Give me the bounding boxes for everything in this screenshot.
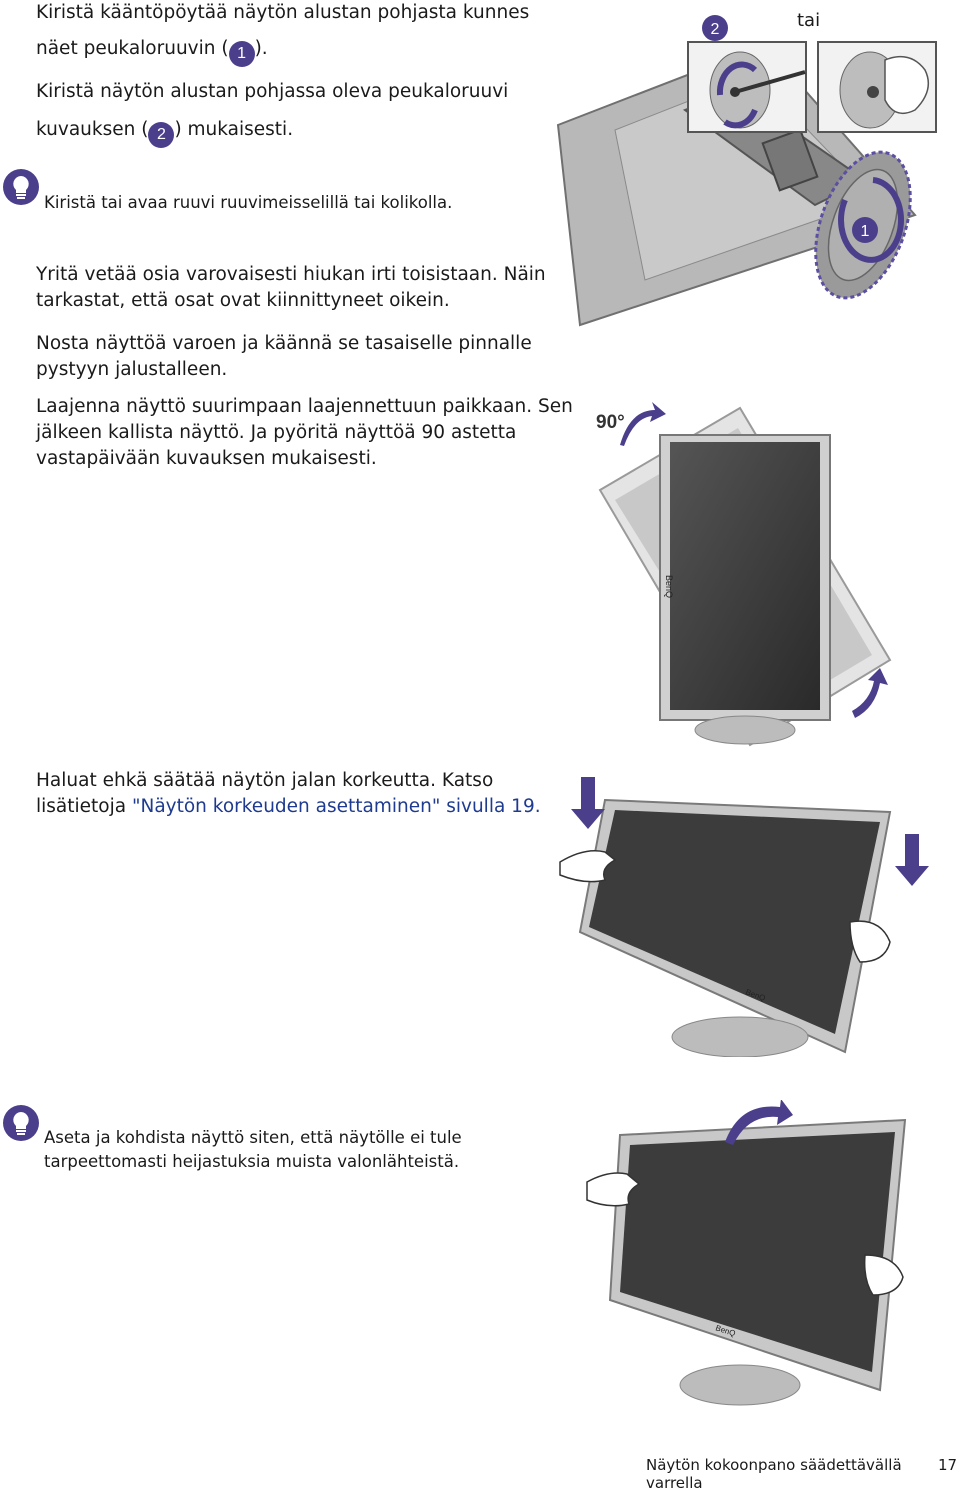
brand-logo-3: BenQ xyxy=(744,987,767,1003)
callout-1-badge: 1 xyxy=(229,41,255,67)
step1-line4-text: kuvauksen ( xyxy=(36,119,149,140)
step4-line1: Laajenna näyttö suurimpaan laajennettuun paikkaan. Sen xyxy=(36,396,573,417)
step3-line1: Nosta näyttöä varoen ja käännä se tasaiselle pinnalle xyxy=(36,333,532,354)
hand-right-4 xyxy=(865,1255,903,1295)
step5-line1: Haluat ehkä säätää näytön jalan korkeutta. Katso xyxy=(36,770,494,791)
callout-2-badge: 2 xyxy=(148,122,174,148)
height-adjust-illustration xyxy=(555,772,940,1057)
step4-line2: jälkeen kallista näyttö. Ja pyöritä näyttöä 90 astetta xyxy=(36,422,517,443)
tip2-line1: Aseta ja kohdista näyttö siten, että näytölle ei tule xyxy=(44,1128,462,1147)
stand-screw-illustration xyxy=(555,0,950,330)
footer-title: Näytön kokoonpano säädettävällä varrella xyxy=(646,1456,902,1492)
callout-2-text: 2 xyxy=(710,21,720,38)
callout-1-text: 1 xyxy=(860,223,870,240)
step4-line3: vastapäivään kuvauksen mukaisesti. xyxy=(36,448,377,469)
step1-line2-end: ). xyxy=(254,38,268,59)
down-arrow-icon-2 xyxy=(895,834,929,886)
step3-line2: pystyyn jalustalleen. xyxy=(36,359,228,380)
step1-line1: Kiristä kääntöpöytää näytön alustan pohjasta kunnes xyxy=(36,2,530,23)
step1-line3: Kiristä näytön alustan pohjassa oleva peukaloruuvi xyxy=(36,81,509,102)
step1-line2-text: näet peukaloruuvin ( xyxy=(36,38,229,59)
down-arrow-icon xyxy=(571,777,605,829)
step2-line2: tarkastat, että osat ovat kiinnittyneet oikein. xyxy=(36,290,450,311)
step2-line1: Yritä vetää osia varovaisesti hiukan irti toisistaan. Näin xyxy=(36,264,546,285)
height-adjust-link[interactable]: "Näytön korkeuden asettaminen" sivulla 19. xyxy=(131,796,541,817)
tilt-monitor-illustration xyxy=(585,1100,925,1410)
lightbulb-icon-2 xyxy=(2,1104,40,1142)
hand-right xyxy=(850,921,890,962)
step5-line2 xyxy=(36,794,541,820)
rotate-monitor-illustration xyxy=(590,400,900,755)
angle-label: 90° xyxy=(596,412,625,433)
tip1-text: Kiristä tai avaa ruuvi ruuvimeisselillä tai kolikolla. xyxy=(44,193,453,212)
step1-line4 xyxy=(36,117,293,148)
lightbulb-icon xyxy=(2,168,40,206)
step1-line4-end: ) mukaisesti. xyxy=(174,119,294,140)
brand-logo-4: BenQ xyxy=(714,1323,737,1339)
step5-line2-text: lisätietoja xyxy=(36,796,132,817)
or-label: tai xyxy=(797,10,821,31)
step1-line2 xyxy=(36,36,268,67)
tip2-line2: tarpeettomasti heijastuksia muista valonlähteistä. xyxy=(44,1152,460,1171)
brand-logo: BenQ xyxy=(664,575,674,599)
page-number: 17 xyxy=(938,1456,958,1474)
